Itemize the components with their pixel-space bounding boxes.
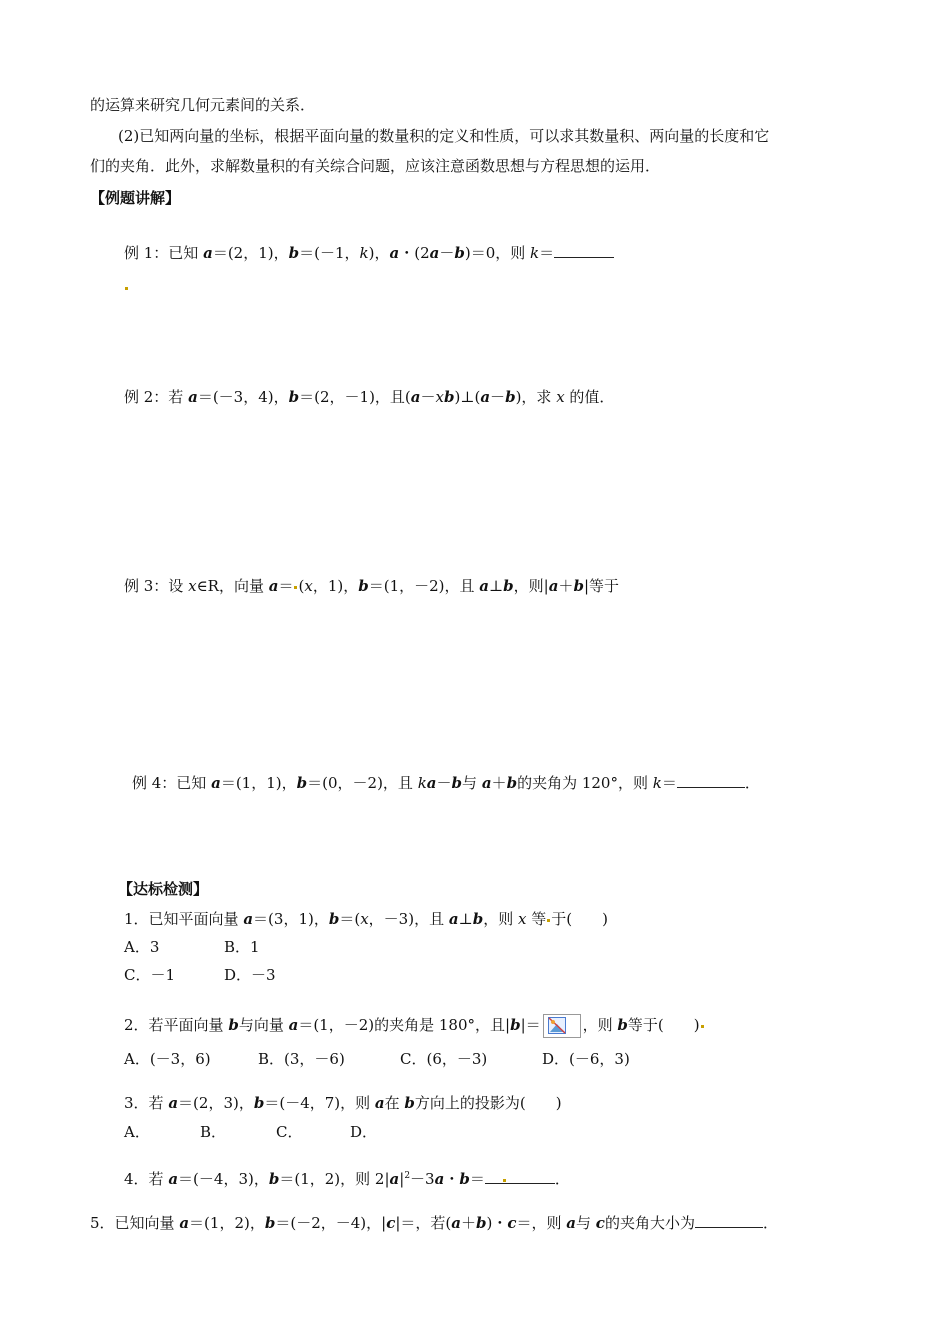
question-3: [124, 1093, 562, 1113]
var-x: x: [304, 577, 313, 595]
vector-b: b: [503, 577, 514, 595]
vector-b: b: [358, 577, 369, 595]
marker-dot: [701, 1025, 704, 1028]
vector-b: b: [288, 388, 300, 406]
vector-b: b: [510, 1016, 521, 1034]
question-2: [124, 1014, 705, 1038]
vector-a: a: [168, 1094, 179, 1112]
vector-a: a: [480, 388, 491, 406]
text: －3: [410, 1170, 435, 1188]
var-x: x: [360, 910, 369, 928]
option-a[interactable]: A．3: [124, 938, 160, 956]
text: )・: [486, 1214, 508, 1232]
intro-line-2: (2)已知两向量的坐标，根据平面向量的数量积的定义和性质，可以求其数量积、两向量的长度和它: [118, 127, 770, 145]
option-b[interactable]: B．: [200, 1123, 227, 1141]
vector-b: b: [264, 1214, 276, 1232]
text: ＝(2，－1)，且(: [299, 388, 411, 406]
text: )⊥(: [454, 388, 481, 406]
vector-b: b: [451, 774, 463, 792]
text: 与: [462, 774, 482, 792]
example-2: [124, 387, 614, 407]
text: ，1)，: [312, 577, 359, 595]
vector-b: b: [506, 774, 518, 792]
vector-c: c: [595, 1214, 605, 1232]
option-b[interactable]: B．1: [224, 938, 260, 956]
vector-b: b: [288, 244, 300, 262]
text: ＝(－1，: [299, 244, 360, 262]
text: ＝(: [339, 910, 361, 928]
text: ＝(2，1)，: [212, 244, 289, 262]
text: ＝: [278, 577, 294, 595]
vector-b: b: [476, 1214, 487, 1232]
text: 2．若平面向量: [124, 1016, 229, 1034]
vector-a: a: [410, 388, 421, 406]
vector-b: b: [617, 1016, 628, 1034]
text: (: [298, 577, 305, 595]
broken-image-icon: [543, 1014, 581, 1038]
text: |: [399, 1170, 405, 1188]
vector-b: b: [459, 1170, 470, 1188]
text: ．: [744, 774, 760, 792]
option-d[interactable]: D．－3: [224, 966, 276, 984]
text: ＝(1，2)，则 2|: [279, 1170, 390, 1188]
text: 例 3：设: [124, 577, 189, 595]
question-2-options: [124, 1049, 630, 1069]
option-b[interactable]: B．(3，－6): [258, 1050, 345, 1068]
vector-a: a: [426, 774, 437, 792]
text: ＝: [661, 774, 677, 792]
text: ，则|: [513, 577, 549, 595]
marker-dot: [503, 1179, 506, 1182]
vector-a: a: [566, 1214, 577, 1232]
question-1-options-row-1: [124, 937, 260, 957]
marker-dot: [547, 919, 550, 922]
text: 于( ): [551, 910, 608, 928]
vector-a: a: [429, 244, 440, 262]
vector-b: b: [454, 244, 465, 262]
text: ，－3)，且: [368, 910, 449, 928]
var-x: x: [435, 388, 444, 406]
option-c[interactable]: C．－1: [124, 966, 176, 984]
var-k: k: [417, 774, 427, 792]
vector-a: a: [188, 388, 198, 406]
text: ．: [554, 1170, 570, 1188]
vector-a: a: [389, 1170, 400, 1188]
vector-a: a: [448, 910, 459, 928]
text: 4．若: [124, 1170, 169, 1188]
vector-b: b: [505, 388, 516, 406]
vector-a: a: [203, 244, 213, 262]
text: ＝(1，－2)，且: [368, 577, 480, 595]
text: ∈R，向量: [196, 577, 269, 595]
vector-a: a: [374, 1094, 385, 1112]
text: ⊥: [458, 910, 473, 928]
text: 在: [384, 1094, 405, 1112]
text: ．: [762, 1214, 778, 1232]
intro-line-1: 的运算来研究几何元素间的关系．: [90, 96, 316, 114]
vector-b: b: [228, 1016, 239, 1034]
marker-dot: [125, 287, 128, 290]
text: 的值．: [564, 388, 615, 406]
text: ⊥: [489, 577, 504, 595]
var-k: k: [359, 244, 369, 262]
vector-c: c: [386, 1214, 396, 1232]
var-x: x: [517, 910, 527, 928]
text: )＝0，则: [464, 244, 531, 262]
example-1: [124, 243, 614, 263]
vector-a: a: [481, 774, 492, 792]
text: ＋: [558, 577, 574, 595]
vector-b: b: [444, 388, 455, 406]
text: 等: [526, 910, 547, 928]
question-3-options: [124, 1122, 377, 1142]
text: ，则: [483, 910, 518, 928]
vector-b: b: [472, 910, 484, 928]
text: |等于: [583, 577, 619, 595]
text: ＝(－3，4)，: [197, 388, 289, 406]
text: ＝: [539, 244, 555, 262]
example-3: [124, 576, 619, 596]
text: ＝(0，－2)，且: [307, 774, 418, 792]
text: 与: [576, 1214, 596, 1232]
answer-blank[interactable]: [554, 243, 614, 258]
text: －: [490, 388, 506, 406]
var-k: k: [530, 244, 540, 262]
text: ＝，则: [516, 1214, 567, 1232]
vector-b: b: [253, 1094, 265, 1112]
text: ＝(3，1)，: [253, 910, 329, 928]
text: 与向量: [238, 1016, 289, 1034]
section-heading-check: 【达标检测】: [118, 880, 209, 898]
option-c[interactable]: C．: [276, 1123, 303, 1141]
answer-blank[interactable]: [485, 1169, 555, 1184]
vector-a: a: [389, 244, 400, 262]
text: 例 2：若: [124, 388, 189, 406]
text: －: [439, 244, 455, 262]
text: ＋: [491, 774, 507, 792]
text: 例 1：已知: [124, 244, 204, 262]
text: 等于( ): [627, 1016, 700, 1034]
answer-blank[interactable]: [695, 1213, 763, 1228]
text: 的夹角大小为: [604, 1214, 695, 1232]
text: )，: [368, 244, 390, 262]
text: ＝(－4，7)，则: [264, 1094, 375, 1112]
var-k: k: [652, 774, 662, 792]
text: 的夹角为 120°，则: [517, 774, 653, 792]
vector-c: c: [507, 1214, 517, 1232]
vector-a: a: [211, 774, 221, 792]
text: 5．已知向量: [90, 1214, 180, 1232]
vector-b: b: [296, 774, 308, 792]
vector-b: b: [328, 910, 340, 928]
answer-blank[interactable]: [677, 773, 745, 788]
text: ＝(－4，3)，: [178, 1170, 269, 1188]
vector-b: b: [268, 1170, 280, 1188]
section-heading-examples: 【例题讲解】: [90, 189, 181, 207]
text: |＝，若(: [395, 1214, 452, 1232]
text: ＋: [460, 1214, 476, 1232]
text: －: [420, 388, 436, 406]
question-5: [90, 1213, 778, 1233]
text: ＝(2，3)，: [178, 1094, 254, 1112]
vector-a: a: [168, 1170, 179, 1188]
vector-a: a: [479, 577, 490, 595]
option-a[interactable]: A．: [124, 1123, 150, 1141]
text: ＝(1，2)，: [189, 1214, 265, 1232]
text: 方向上的投影为( ): [414, 1094, 562, 1112]
text: ・: [444, 1170, 460, 1188]
text: 例 4：已知: [132, 774, 212, 792]
vector-a: a: [288, 1016, 299, 1034]
option-d[interactable]: D．(－6，3): [542, 1050, 630, 1068]
question-1: [124, 909, 608, 929]
option-d[interactable]: D．: [350, 1123, 378, 1141]
var-x: x: [188, 577, 197, 595]
vector-b: b: [573, 577, 584, 595]
text: ＝: [469, 1170, 485, 1188]
question-4: [124, 1166, 570, 1189]
vector-a: a: [548, 577, 559, 595]
question-1-options-row-2: [124, 965, 276, 985]
text: ＝(－2，－4)，|: [275, 1214, 387, 1232]
exponent: 2: [404, 1171, 411, 1181]
var-x: x: [556, 388, 565, 406]
text: 1．已知平面向量: [124, 910, 244, 928]
option-c[interactable]: C．(6，－3): [400, 1050, 488, 1068]
vector-b: b: [404, 1094, 415, 1112]
intro-line-3: 们的夹角．此外，求解数量积的有关综合问题，应该注意函数思想与方程思想的运用．: [90, 157, 661, 175]
text: ，则: [582, 1016, 618, 1034]
text: |＝: [520, 1016, 541, 1034]
vector-a: a: [268, 577, 279, 595]
vector-a: a: [434, 1170, 445, 1188]
vector-a: a: [451, 1214, 461, 1232]
vector-a: a: [179, 1214, 190, 1232]
text: ・(2: [399, 244, 430, 262]
vector-a: a: [243, 910, 254, 928]
example-4: [132, 773, 760, 793]
option-a[interactable]: A．(－3，6): [124, 1050, 211, 1068]
text: ＝(1，1)，: [220, 774, 297, 792]
text: )，求: [515, 388, 557, 406]
text: －: [436, 774, 452, 792]
text: 3．若: [124, 1094, 169, 1112]
text: ＝(1，－2)的夹角是 180°，且|: [298, 1016, 511, 1034]
